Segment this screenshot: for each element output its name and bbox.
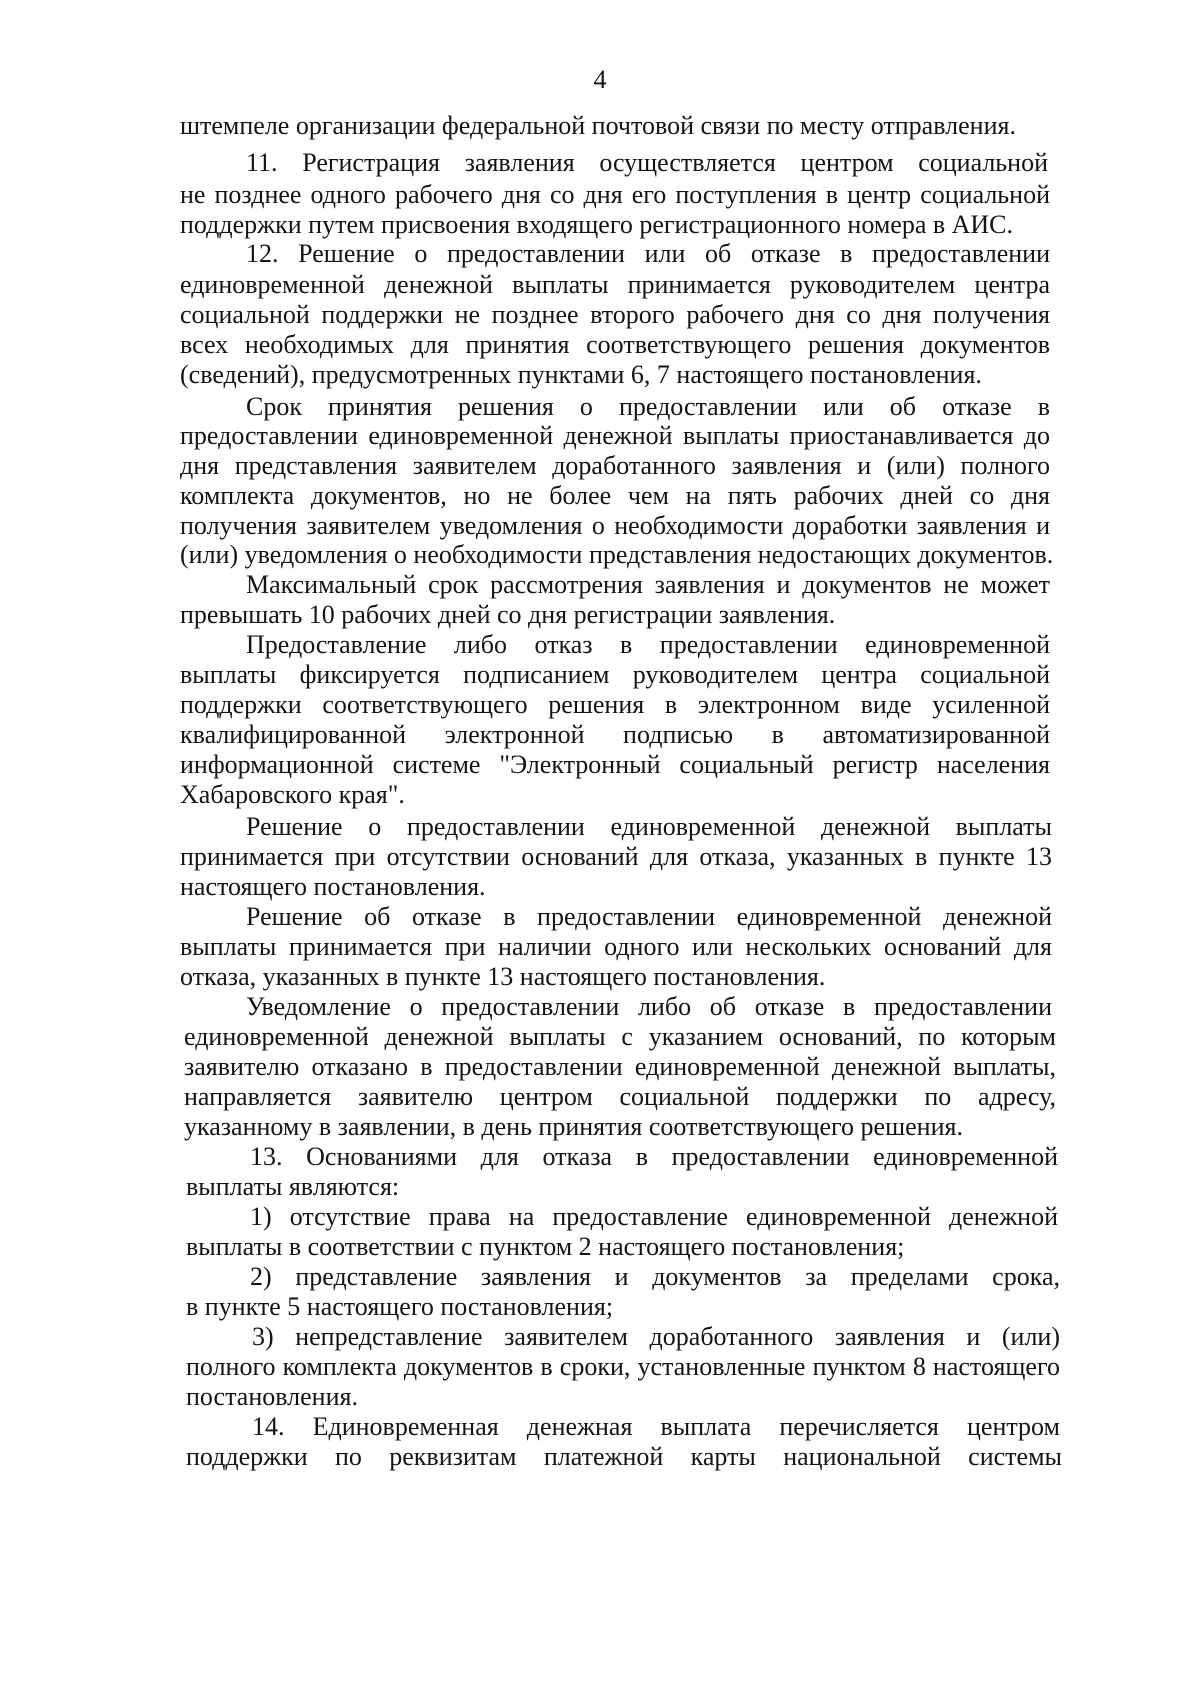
text-line: всех необходимых для принятия соответствующего решения документов <box>180 330 1050 359</box>
text-line: Хабаровского края". <box>180 780 405 809</box>
text-line: единовременной денежной выплаты принимается руководителем центра <box>180 270 1050 299</box>
page-number: 4 <box>593 65 607 94</box>
text-line: отказа, указанных в пункте 13 настоящего постановления. <box>180 962 826 991</box>
text-line: выплаты являются: <box>186 1172 400 1201</box>
text-line: получения заявителем уведомления о необходимости доработки заявления и <box>180 511 1050 540</box>
text-line: полного комплекта документов в сроки, установленные пунктом 8 настоящего <box>186 1352 1060 1381</box>
text-line: Срок принятия решения о предоставлении или об отказе в <box>246 392 1050 421</box>
text-line: 13. Основаниями для отказа в предоставлении единовременной <box>250 1142 1058 1171</box>
text-line: Предоставление либо отказ в предоставлении единовременной <box>246 630 1050 659</box>
text-line: 11. Регистрация заявления осуществляется центром социальной <box>246 148 1048 177</box>
text-line: 12. Решение о предоставлении или об отказе в предоставлении <box>246 239 1050 268</box>
text-line: (или) уведомления о необходимости представления недостающих документов. <box>180 540 1054 569</box>
text-line: комплекта документов, но не более чем на пять рабочих дней со дня <box>180 481 1050 510</box>
text-line: 3) непредставление заявителем доработанного заявления и (или) <box>252 1322 1060 1351</box>
text-line: выплаты в соответствии с пунктом 2 настоящего постановления; <box>186 1232 905 1261</box>
text-line: не позднее одного рабочего дня со дня его поступления в центр социальной <box>180 180 1050 209</box>
text-line: единовременной денежной выплаты с указанием оснований, по которым <box>184 1022 1056 1051</box>
text-line: информационной системе "Электронный социальный регистр населения <box>180 750 1050 779</box>
text-line: Максимальный срок рассмотрения заявления и документов не может <box>246 570 1050 599</box>
text-line: заявителю отказано в предоставлении единовременной денежной выплаты, <box>184 1052 1056 1081</box>
text-line: выплаты фиксируется подписанием руководителем центра социальной <box>180 660 1050 689</box>
text-line: постановления. <box>186 1382 358 1411</box>
text-line: указанному в заявлении, в день принятия соответствующего решения. <box>184 1112 963 1141</box>
text-line: принимается при отсутствии оснований для отказа, указанных в пункте 13 <box>180 842 1052 871</box>
text-line: выплаты принимается при наличии одного или нескольких оснований для <box>180 932 1052 961</box>
text-line: социальной поддержки не позднее второго рабочего дня со дня получения <box>180 300 1050 329</box>
text-line: 1) отсутствие права на предоставление единовременной денежной <box>250 1202 1058 1231</box>
text-line: квалифицированной электронной подписью в автоматизированной <box>180 720 1050 749</box>
text-line: предоставлении единовременной денежной выплаты приостанавливается до <box>180 421 1050 450</box>
text-line: штемпеле организации федеральной почтовой связи по месту отправления. <box>180 111 1016 140</box>
text-line: настоящего постановления. <box>180 872 486 901</box>
text-line: Решение о предоставлении единовременной денежной выплаты <box>246 812 1052 841</box>
text-line: направляется заявителю центром социальной поддержки по адресу, <box>184 1082 1056 1111</box>
text-line: Уведомление о предоставлении либо об отказе в предоставлении <box>246 992 1052 1021</box>
text-line: поддержки путем присвоения входящего регистрационного номера в АИС. <box>180 210 1014 239</box>
text-line: поддержки соответствующего решения в электронном виде усиленной <box>180 690 1050 719</box>
text-line: (сведений), предусмотренных пунктами 6, 7 настоящего постановления. <box>180 360 982 389</box>
text-line: 2) представление заявления и документов за пределами срока, <box>250 1262 1060 1291</box>
text-line: дня представления заявителем доработанного заявления и (или) полного <box>180 451 1050 480</box>
text-line: 14. Единовременная денежная выплата перечисляется центром <box>252 1412 1060 1441</box>
text-line: в пункте 5 настоящего постановления; <box>186 1292 614 1321</box>
text-line: Решение об отказе в предоставлении единовременной денежной <box>246 902 1052 931</box>
text-line: поддержки по реквизитам платежной карты национальной системы <box>186 1442 1062 1471</box>
text-line: превышать 10 рабочих дней со дня регистрации заявления. <box>180 600 836 629</box>
